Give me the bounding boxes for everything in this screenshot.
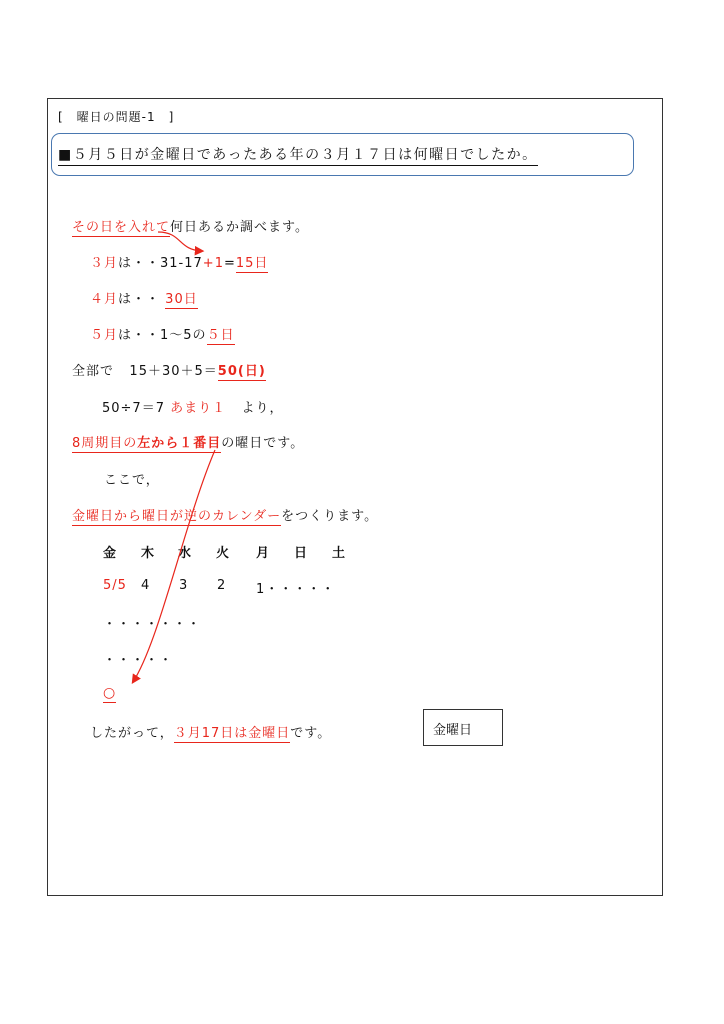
conclusion-suffix: です。 (290, 726, 332, 741)
division-suffix: より， (241, 401, 284, 416)
april-label: ４月 (90, 292, 119, 307)
division-expression: 50÷7＝7 (102, 401, 165, 416)
calendar-day-2: 水 (178, 546, 192, 561)
week-position: 左から１番目 (137, 436, 222, 451)
total-expression: 15＋30＋5＝ (129, 364, 218, 379)
week-text: の曜日です。 (221, 436, 305, 451)
calendar-row1-cell-3: 2 (217, 578, 227, 593)
calendar-day-3: 火 (216, 546, 230, 561)
april-text: は・・ (118, 292, 161, 307)
arrow-include-day (158, 232, 202, 251)
conclusion-prefix: したがって， (90, 726, 174, 741)
problem-heading: [ 曜日の問題-1 ] (58, 110, 175, 124)
calendar-day-4: 月 (256, 546, 270, 561)
calendar-row1-first: 5/5 (103, 578, 127, 593)
march-calc: は・・31-17 (118, 256, 203, 271)
arrow-to-circle (133, 450, 215, 682)
step-count-days-highlight: その日を入れて (72, 220, 171, 235)
answer-text: 金曜日 (433, 723, 473, 738)
calendar-row1-cell-2: 3 (179, 578, 189, 593)
calendar-day-1: 木 (141, 546, 155, 561)
reverse-calendar-text: をつくります。 (281, 509, 379, 524)
total-result: 50(日) (217, 364, 266, 379)
calendar-row1-cell-1: 4 (141, 578, 151, 593)
calendar-row2: ・・・・・・・ (103, 617, 202, 632)
conclusion-highlight: ３月17日は金曜日 (173, 726, 291, 741)
week-cycle: 8周期目の (72, 436, 138, 451)
question-text: ■５月５日が金曜日であったある年の３月１７日は何曜日でしたか。 (58, 144, 538, 166)
march-equals: = (223, 256, 236, 271)
march-plus-one: +1 (202, 256, 224, 271)
calendar-day-5: 日 (294, 546, 308, 561)
march-label: ３月 (90, 256, 119, 271)
april-result: 30日 (165, 292, 198, 307)
step-count-days-text: 何日あるか調べます。 (170, 220, 309, 235)
march-result: 15日 (235, 256, 269, 271)
total-prefix: 全部で (72, 364, 115, 379)
may-result: ５日 (206, 328, 235, 343)
division-remainder: あまり１ (170, 401, 227, 416)
here-text: ここで， (104, 473, 160, 488)
may-label: ５月 (90, 328, 119, 343)
calendar-day-0: 金 (103, 546, 117, 561)
calendar-target-circle: ○ (103, 685, 117, 701)
may-text: は・・1〜5の (118, 328, 207, 343)
calendar-row1-cell-4: 1・・・・・ (256, 582, 336, 597)
reverse-calendar-highlight: 金曜日から曜日が逆のカレンダー (72, 509, 282, 524)
calendar-row3: ・・・・・ (103, 653, 174, 668)
calendar-day-6: 土 (332, 546, 346, 561)
